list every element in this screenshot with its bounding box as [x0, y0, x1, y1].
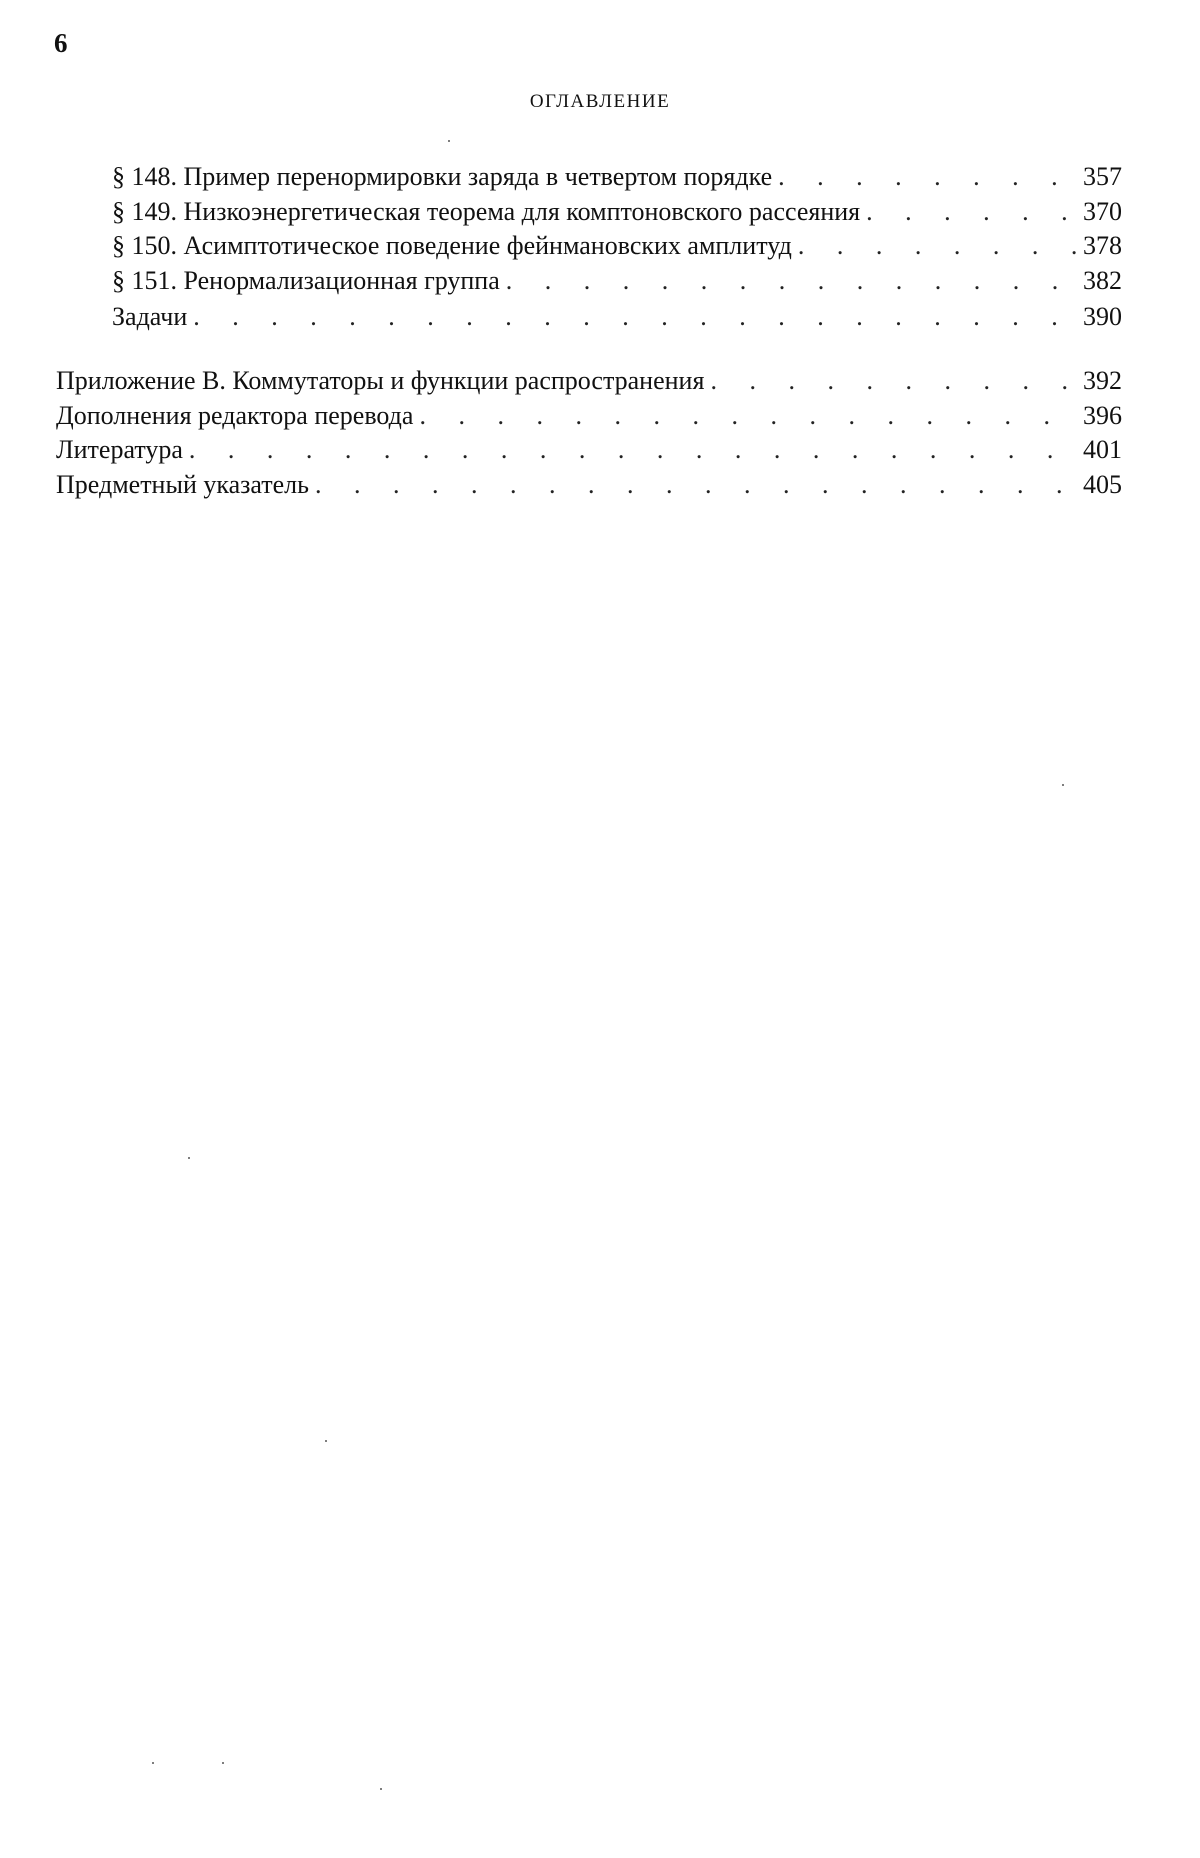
dot-leader — [710, 368, 1077, 394]
toc-entry-page: 370 — [1083, 197, 1122, 226]
dot-leader — [866, 199, 1077, 225]
dot-leader — [419, 403, 1077, 429]
scan-speck — [448, 140, 450, 142]
toc-entry-page: 390 — [1083, 302, 1122, 331]
toc-entry-section-149[interactable] — [112, 199, 1122, 225]
toc-entry-page: 405 — [1083, 470, 1122, 499]
toc-entry-section-148[interactable] — [112, 164, 1122, 190]
scan-speck — [222, 1762, 224, 1764]
toc-entry-translator-addenda[interactable] — [56, 403, 1122, 429]
toc-entry-appendix-b[interactable] — [56, 368, 1122, 394]
toc-entry-title: § 151. Ренормализационная группа — [112, 266, 500, 295]
toc-entry-section-150[interactable] — [112, 233, 1122, 259]
page-number: 6 — [54, 28, 68, 58]
dot-leader — [189, 437, 1077, 463]
dot-leader — [506, 268, 1077, 294]
toc-entry-title: § 150. Асимптотическое поведение фейнмановских амплитуд — [112, 231, 792, 260]
toc-entry-page: 382 — [1083, 266, 1122, 295]
toc-entry-title: § 148. Пример перенормировки заряда в четвертом порядке — [112, 162, 773, 191]
toc-entry-page: 401 — [1083, 435, 1122, 464]
dot-leader — [798, 233, 1077, 259]
scan-speck — [325, 1440, 327, 1442]
toc-entry-title: Приложение В. Коммутаторы и функции распространения — [56, 366, 705, 395]
toc-entry-problems[interactable] — [112, 304, 1122, 330]
scan-speck — [188, 1157, 190, 1159]
toc-entry-section-151[interactable] — [112, 268, 1122, 294]
dot-leader — [193, 304, 1077, 330]
toc-entry-bibliography[interactable] — [56, 437, 1122, 463]
scan-speck — [1062, 784, 1064, 786]
toc-entry-title: Задачи — [112, 302, 188, 331]
toc-entry-page: 357 — [1083, 162, 1122, 191]
toc-entry-subject-index[interactable] — [56, 472, 1122, 498]
scan-speck — [380, 1788, 382, 1790]
toc-entry-title: Предметный указатель — [56, 470, 310, 499]
running-header: ОГЛАВЛЕНИЕ — [529, 91, 671, 112]
toc-entry-title: Дополнения редактора перевода — [56, 401, 414, 430]
toc-entry-page: 378 — [1083, 231, 1122, 260]
scan-speck — [152, 1762, 154, 1764]
dot-leader — [778, 164, 1077, 190]
toc-entry-title: Литература — [56, 435, 183, 464]
dot-leader — [315, 472, 1077, 498]
toc-entry-page: 392 — [1083, 366, 1122, 395]
toc-entry-title: § 149. Низкоэнергетическая теорема для комптоновского рассеяния — [112, 197, 861, 226]
toc-entry-page: 396 — [1083, 401, 1122, 430]
